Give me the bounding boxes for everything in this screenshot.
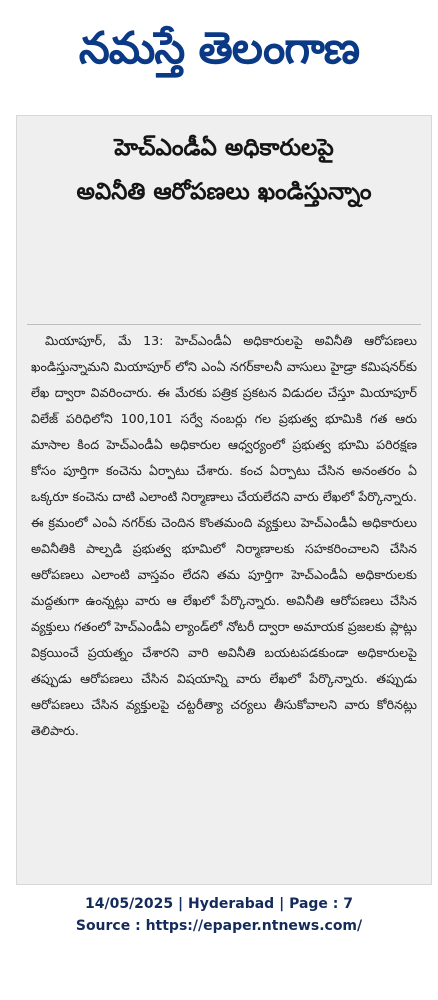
source-url: Source : https://epaper.ntnews.com/ — [75, 918, 363, 934]
headline-line-2: అవినీతి ఆరోపణలు ఖండిస్తున్నాం — [76, 179, 372, 205]
headline-divider — [27, 324, 421, 325]
edition-info: 14/05/2025 | Hyderabad | Page : 7 — [84, 896, 354, 912]
newspaper-name: నమస్తే తెలంగాణ — [78, 23, 360, 74]
article-body: మియాపూర్, మే 13: హెచ్‌ఎండీఏ అధికారులపై అవినీతి ఆరోపణలు ఖండిస్తున్నామని మియాపూర్ లోని ఎంఏ నగర్‌కాలనీ వాసులు హైడ్రా కమిషనర్‌కు లేఖ ద్వారా వివరించారు. ఈ మేరకు పత్రిక ప్రకటన విడుదల చేస్తూ మియాపూర్ విలేజ్ పరిధిలోని 100,101 సర్వే నంబర్లు గల ప్రభుత్వ భూమికి గత ఆరు మాసాల కింద హెచ్‌ఎండీఏ అధికారుల ఆధ్వర్యంలో ప్రభుత్వ భూమి పరిరక్షణ కోసం పూర్తిగా కంచెను ఏర్పాటు చేశారు. కంచ ఏర్పాటు చేసిన అనంతరం ఏ ఒక్కరూ కంచెను దాటి ఎలాంటి నిర్మాణాలు చేయలేదని వారు లేఖలో పేర్కొన్నారు. ఈ క్రమంలో ఎంఏ నగర్‌కు చెందిన కొంతమంది వ్యక్తులు హెచ్‌ఎండీఏ అధికారులు అవినీతికి పాల్పడి ప్రభుత్వ భూమిలో నిర్మాణాలకు సహకరించాలని చేసిన ఆరోపణలు ఎలాంటి వాస్తవం లేదని తమ పూర్తిగా హెచ్‌ఎండీఏ అధికారులకు మద్దతుగా ఉంన్నట్లు వారు ఆ లేఖలో పేర్కొన్నారు. అవినీతి ఆరోపణలు చేసిన వ్యక్తులు గతంలో హెచ్‌ఎండీఏ ల్యాండ్‌లో నోటరీ ద్వారా అమాయక ప్రజలకు ప్లాట్లు విక్రయించే ప్రయత్నం చేశారని వారి అవినీతి బయటపడకుండా అధికారులపై తప్పుడు ఆరోపణలు చేసిన విషయాన్ని వారు లేఖలో పేర్కొన్నారు. తప్పుడు ఆరోపణలు చేసిన వ్యక్తులపై చట్టరీత్యా చర్యలు తీసుకోవాలని వారు కోరినట్లు తెలిపారు. — [31, 333, 417, 738]
newspaper-masthead — [0, 0, 438, 112]
source-footer — [0, 893, 438, 937]
headline-line-1: హెచ్‌ఎండీఏ అధికారులపై — [114, 135, 334, 161]
article-headline — [17, 126, 431, 214]
news-clipping — [16, 115, 432, 885]
